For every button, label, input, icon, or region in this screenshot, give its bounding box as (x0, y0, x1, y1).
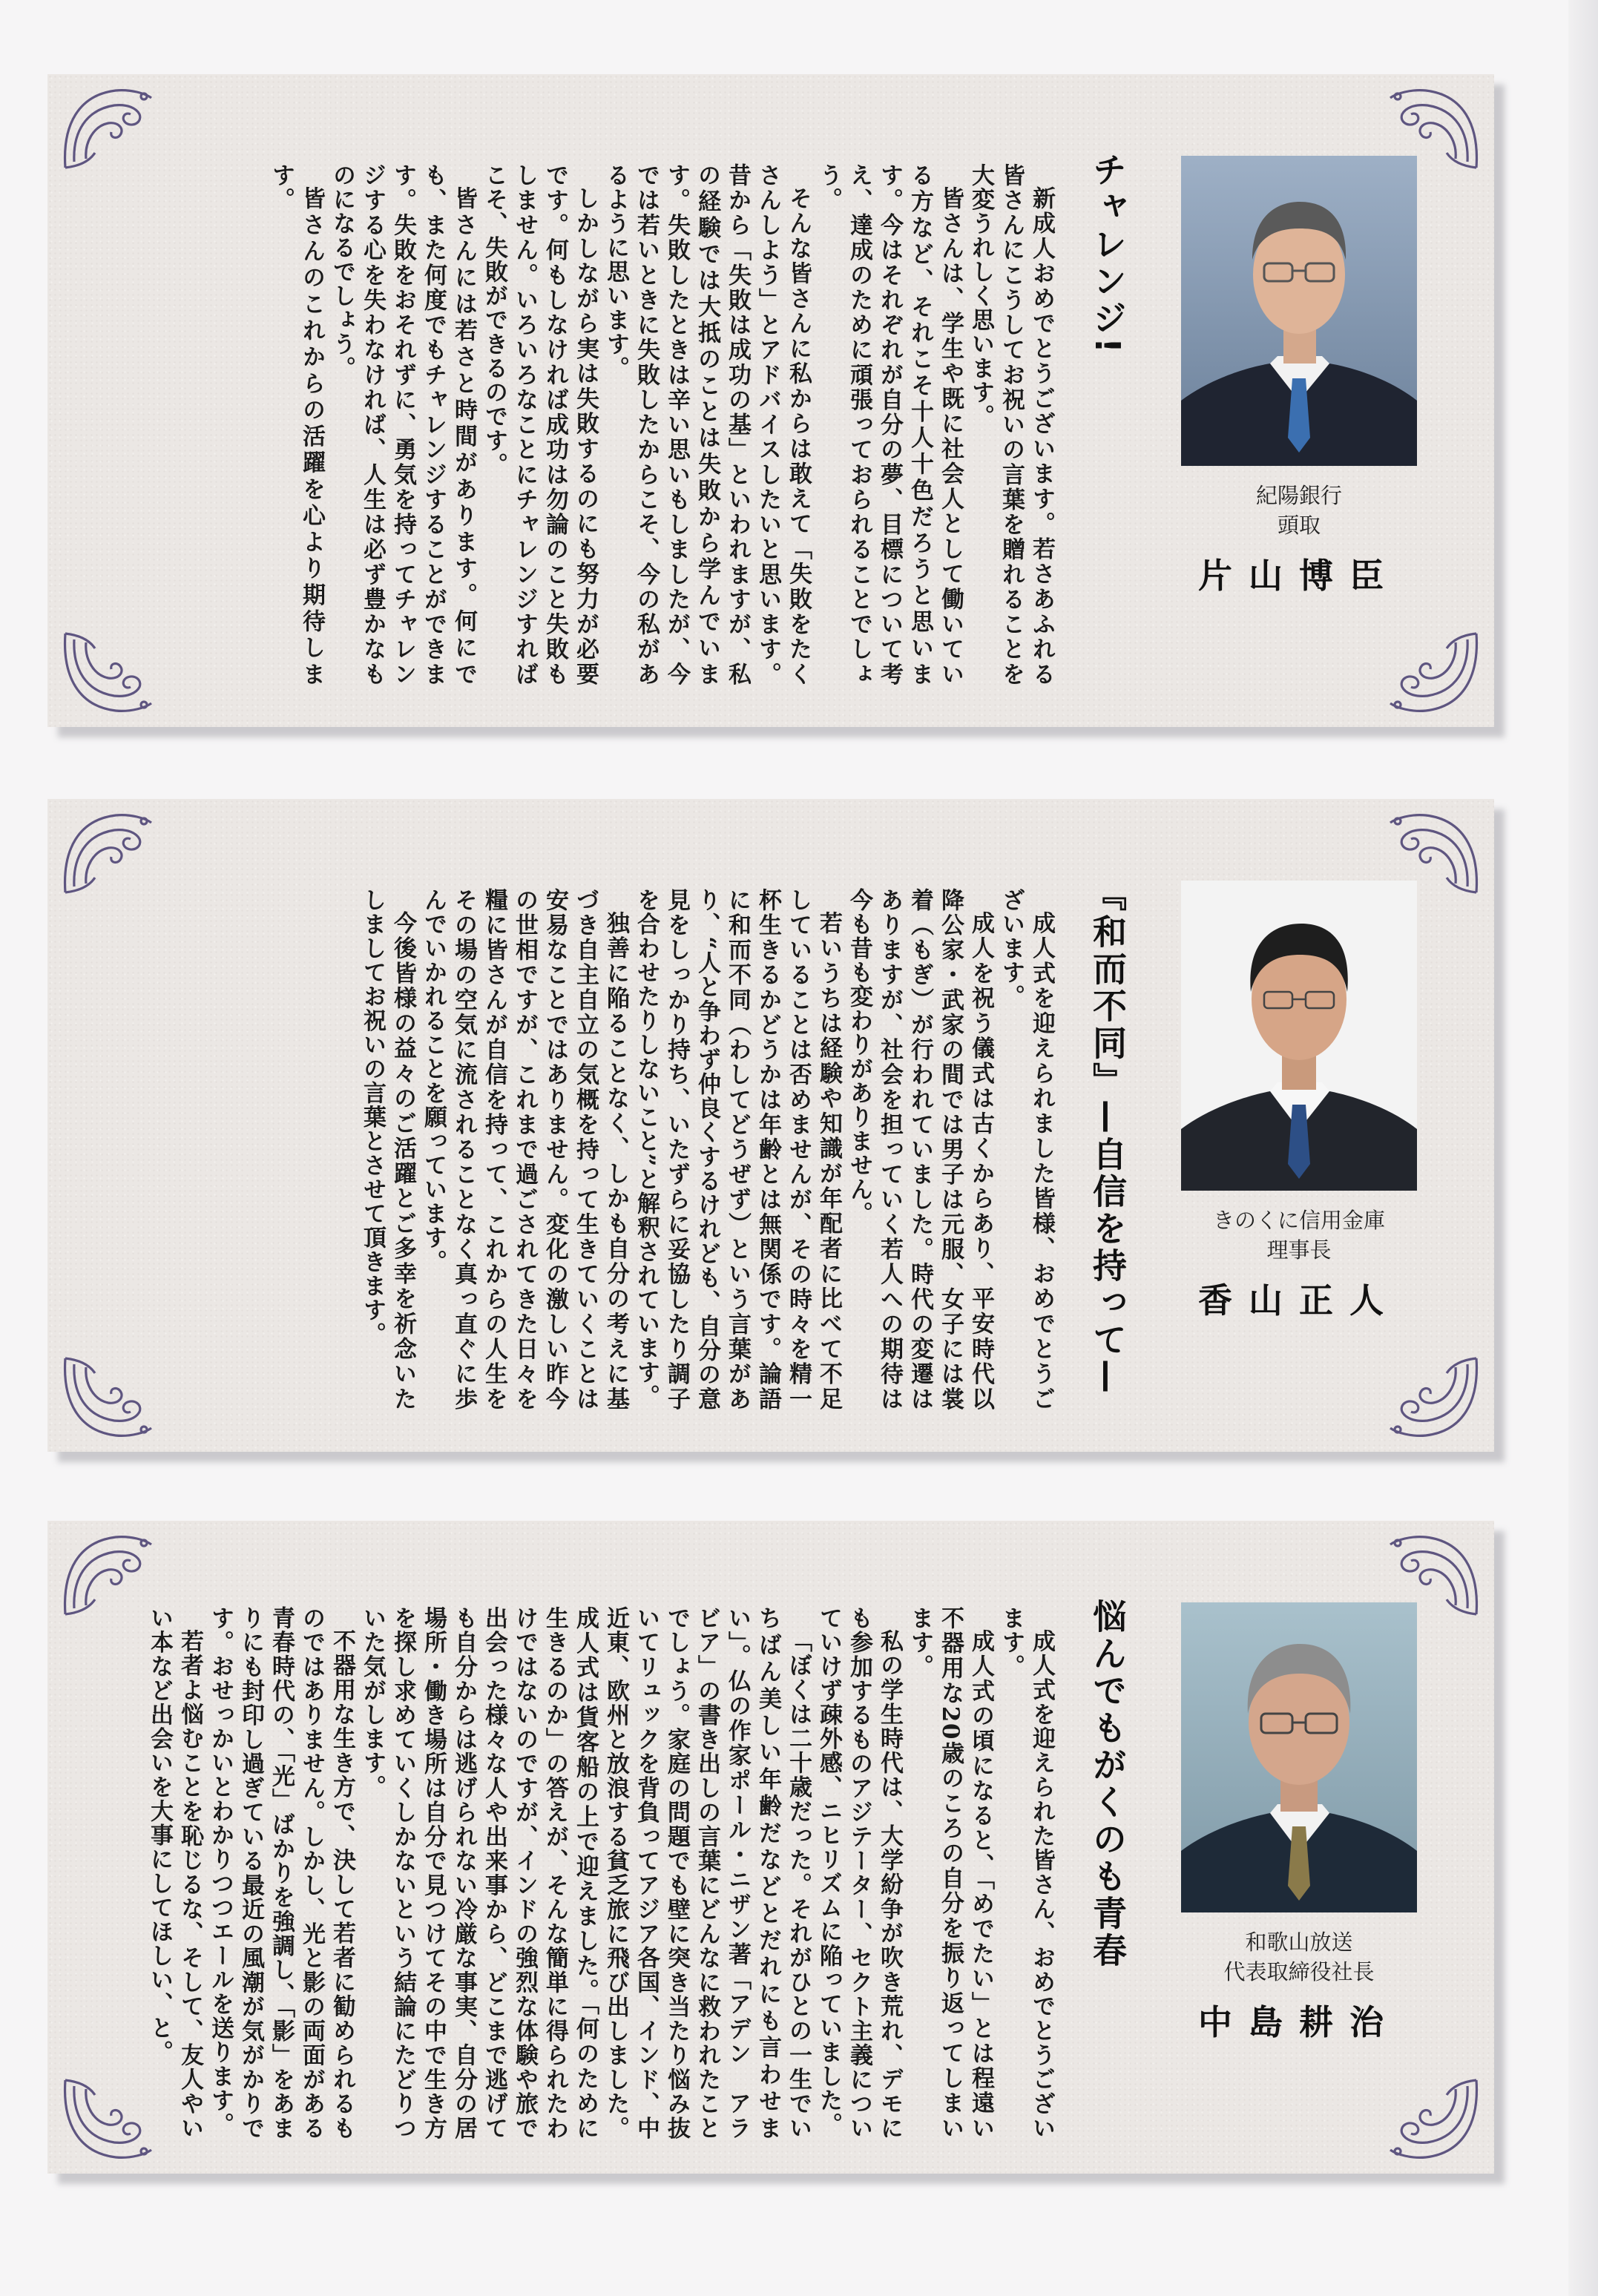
paragraph: 不器用な生き方で、決して若者に勧められるものではありません。しかし、光と影の両面がある青春時代の、「光」ばかりを強調し、「影」をあまりにも封印し過ぎている最近の風潮が気がかりです。おせっかいとわかりつつエールを送ります。 (207, 1606, 355, 2140)
scroll-ornament-icon (1385, 625, 1485, 721)
scroll-ornament-icon (56, 1349, 157, 1446)
scroll-ornament-icon (56, 80, 157, 177)
author-name: 香山正人 (1198, 1280, 1400, 1320)
paragraph: 若者よ悩むことを恥じるな、そして、友人やいい本など出会いを大事にしてほしい、と。 (146, 1606, 203, 2140)
scroll-ornament-icon (1385, 2071, 1485, 2168)
section-title: 悩んでもがくのも青春 (1088, 1599, 1128, 1970)
paragraph: そんな皆さんに私からは敢えて「失敗をたくさんしよう」とアドバイスしたいと思います。昔から「失敗は成功の基」といわれますが、私の経験では大抵のことは失敗から学んでいます。失敗したときは辛い思いもしましたが、今では若いときに失敗したからこそ、今の私があるように思います。 (602, 163, 812, 686)
paragraph: 今後皆様の益々のご活躍とご多幸を祈念いたしましてお祝いの言葉とさせて頂きます。 (359, 888, 416, 1411)
org-name: 紀陽銀行 頭取 (1255, 483, 1342, 538)
portrait-photo (1181, 881, 1417, 1191)
author-name: 片山博臣 (1198, 556, 1400, 596)
paragraph: 成人を祝う儀式は古くからあり、平安時代以降公家・武家の間では男子は元服、女子には裳着（もぎ）が行われていました。時代の変遷はありますが、社会を担っていく若人への期待は今も昔も変わりがありません。 (846, 888, 994, 1411)
scroll-ornament-icon (56, 805, 157, 901)
org-name: きのくに信用金庫 理事長 (1212, 1208, 1385, 1263)
paragraph: 若いうちは経験や知識が年配者に比べて不足していることは否めませんが、その時々を精一杯生きるかどうかは年齢とは無関係です。論語に和而不同（わしてどうぜず）という言葉があり、“人と争わず仲良くするけれども、自分の意見をしっかり持ち、いたずらに妥協したり調子を合わせたりしないこと”と解釈されています。 (633, 888, 842, 1411)
greeting-card-3 (47, 1521, 1494, 2174)
org-name: 和歌山放送 代表取締役社長 (1223, 1930, 1375, 1984)
section-body (92, 1606, 1056, 2140)
paragraph: 成人式の頃になると、「めでたい」とは程遠い不器用な20歳のころの自分を振り返ってしまいます。 (907, 1606, 994, 2140)
portrait-photo (1181, 1602, 1417, 1912)
paragraph: 「ぼくは二十歳だった。それがひとの一生でいちばん美しい年齢だなどとだれにも言わせまい」。仏の作家ポール・ニザン著「アデン アラビア」の書き出しの言葉にどんなに救われたことでしょう。家庭の問題でも壁に突き当たり悩み抜いてリュックを背負ってアジア各国、インド、中近東、欧州と放浪する貧乏旅に飛び出しました。成人式は貨客船の上で迎えました。「何のために生きるのか」の答えが、そんな簡単に得られたわけではないのですが、インドの強烈な体験や旅で出会った様々な人や出来事から、どこまで逃げても自分からは逃げられない冷厳な事実、自分の居場所・働き場所は自分で見つけてその中で生き方を探し求めていくしかないという結論にたどりついた気がします。 (359, 1606, 812, 2140)
paragraph: しかしながら実は失敗するのにも努力が必要です。何もしなければ成功は勿論のこと失敗もしません。いろいろなことにチャレンジすればこそ、失敗ができるのです。 (481, 163, 599, 686)
paragraph: 独善に陥ることなく、しかも自分の考えに基づき自主自立の気概を持って生きていくことは安易なことではありません。変化の激しい昨今の世相ですが、これまで過ごされてきた日々を糧に皆さんが自信を持って、これからの人生をその場の空気に流されることなく真っ直ぐに歩んでいかれることを願っています。 (420, 888, 629, 1411)
greeting-card-2 (47, 799, 1494, 1452)
paragraph: 成人式を迎えられました皆様、おめでとうございます。 (998, 888, 1055, 1411)
page-edge (1568, 0, 1598, 2296)
section-body (159, 888, 1056, 1411)
paragraph: 皆さんは、学生や既に社会人として働いている方など、それこそ十人十色だろうと思います。今はそれぞれが自分の夢、目標について考え、達成のために頑張っておられることでしょう。 (815, 163, 964, 686)
paragraph: 皆さんには若さと時間があります。何にでも、また何度でもチャレンジすることができます。失敗をおそれずに、勇気を持ってチャレンジする心を失わなければ、人生は必ず豊かなものになるでしょう。 (329, 163, 477, 686)
paragraph: 成人式を迎えられた皆さん、おめでとうございます。 (998, 1606, 1055, 2140)
paragraph: 皆さんのこれからの活躍を心より期待します。 (268, 163, 325, 686)
paragraph: 新成人おめでとうございます。若さあふれる皆さんにこうしてお祝いの言葉を贈れることを大変うれしく思います。 (967, 163, 1055, 686)
portrait-photo (1181, 156, 1417, 466)
section-title: チャレンジ! (1088, 152, 1128, 356)
section-title: 『和而不同』—自信を持って— (1088, 877, 1128, 1396)
greeting-card-1 (47, 74, 1494, 727)
section-body (92, 163, 1056, 686)
scroll-ornament-icon (1385, 1349, 1485, 1446)
paragraph: 私の学生時代は、大学紛争が吹き荒れ、デモにも参加するものアジテーター、セクト主義についていけず疎外感、ニヒリズムに陥っていました。 (815, 1606, 903, 2140)
author-name: 中島耕治 (1198, 2002, 1400, 2042)
